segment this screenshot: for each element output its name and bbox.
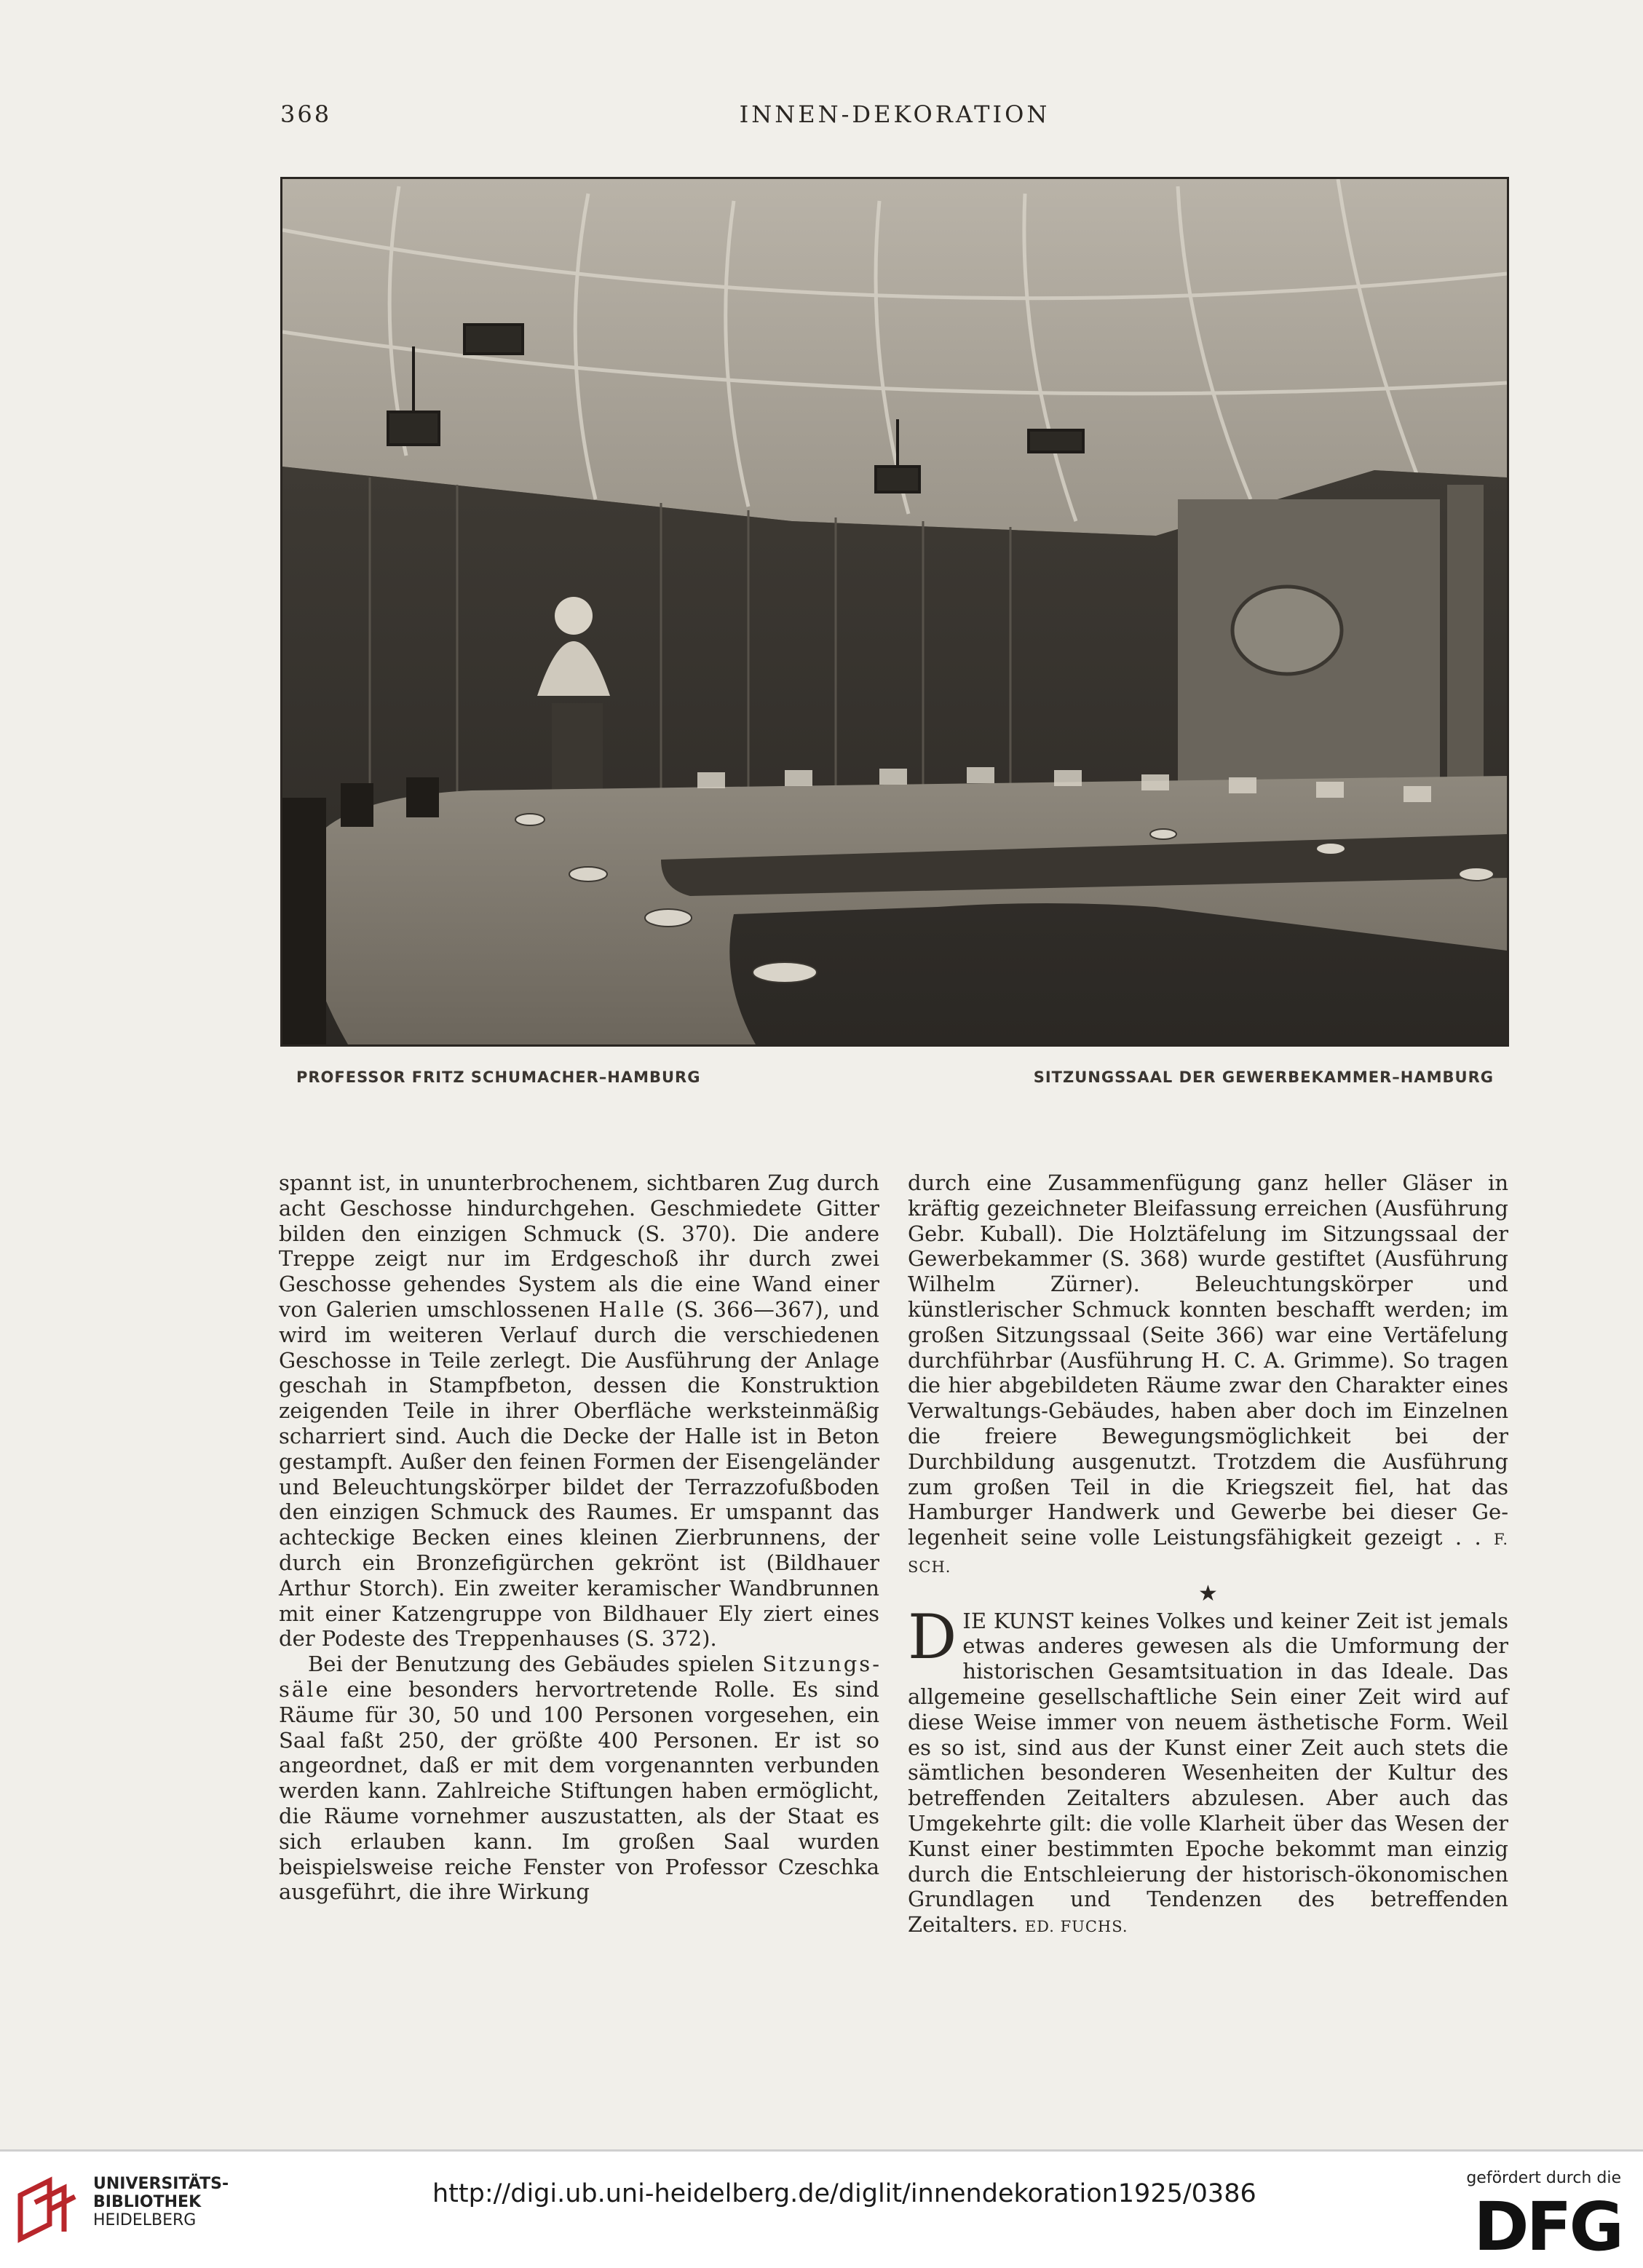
- photo-caption-title: SITZUNGSSAAL DER GEWERBEKAMMER–HAMBURG: [1033, 1068, 1494, 1086]
- paragraph-text: keines Volkes und keiner Zeit ist jemals etwas anderes gewesen als die Umformung der historischen Gesamtsituation in das Ideale. Das allgemeine gesellschaftliche Sein einer Zeit wird auf diese Weise immer von neuem ästhetische Form. Weil es so ist, sind aus der Kunst einer Zeit auch stets die sämtlichen besonderen Wesenheiten der Kultur des betreffenden Zeitalters abzulesen. Aber auch das Umgekehrte gilt: die volle Klarheit über das Wesen der Kunst einer bestimmten Epoche bekommt man einzig durch die Entschleierung der historisch-ökonomischen Grundlagen und Tendenzen des betreffenden Zeitalters.: [908, 1608, 1508, 1938]
- dfg-logo[interactable]: DFG: [1473, 2188, 1621, 2266]
- library-name-line: BIBLIOTHEK: [93, 2193, 202, 2211]
- paragraph-text: eine besonders hervortretende Rolle. Es sind Räume für 30, 50 und 100 Personen vorgesehen, ein Saal faßt 250, der größte 400 Personen. Er ist so angeordnet, daß er mit dem vorgenannten verbunden werden kann. Zahlreiche Stiftungen haben ermöglicht, die Räume vornehmer auszustatten, als der Staat es sich erlauben kann. Im großen Saal wurden beispielsweise reiche Fenster von Professor Czeschka ausgeführt, die ihre Wirkung: [279, 1676, 879, 1905]
- running-head: [280, 100, 1509, 137]
- drop-cap: D: [908, 1601, 957, 1673]
- section-separator: ★: [1198, 1580, 1218, 1606]
- library-name-line: HEIDELBERG: [93, 2211, 197, 2229]
- digitization-footer: [0, 2149, 1643, 2268]
- library-name: [93, 2175, 229, 2229]
- boardroom-photograph: [280, 177, 1509, 1047]
- spaced-term: Sitzungssäle: [279, 1652, 879, 1702]
- small-caps-lead: IE KUNST: [962, 1608, 1074, 1633]
- funder-label: gefördert durch die: [1466, 2169, 1621, 2187]
- paragraph-text: (S. 366—367), und wird im weiteren Verlauf durch die verschiedenen Geschosse in Teile zerlegt. Die Ausführung der Anlage geschah in Stampfbeton, dessen die Konstruktion zeigenden Teile in ihrer Oberfläche werksteinmäßig scharriert sind. Auch die Decke der Halle ist in Beton gestampft. Außer den feinen Formen der Eisengeländer und Beleuchtungskörper bildet der Terrazzofußboden den einzigen Schmuck des Raumes. Er umspannt das achteckige Becken eines kleinen Zierbrunnens, der durch ein Bronzefigürchen gekrönt ist (Bildhauer Arthur Storch). Ein zweiter keramischer Wandbrunnen mit einer Katzengruppe von Bildhauer Ely ziert eines der Podeste des Treppenhauses (S. 372).: [279, 1296, 879, 1652]
- author-signature: ED. FUCHS.: [1024, 1918, 1128, 1936]
- university-library-logo-icon[interactable]: [13, 2173, 79, 2249]
- spaced-term: Halle: [598, 1296, 667, 1322]
- page-number: 368: [280, 100, 332, 128]
- paragraph: [908, 1601, 1508, 1940]
- library-name-line: UNIVERSITÄTS-: [93, 2175, 229, 2193]
- paragraph: [908, 1170, 1508, 1580]
- permalink-url[interactable]: http://digi.ub.uni-heidelberg.de/diglit/innendekoration1925/0386: [432, 2179, 1256, 2208]
- boardroom-photograph-image: [282, 179, 1507, 1044]
- paragraph: [279, 1652, 879, 1905]
- photo-caption-author: PROFESSOR FRITZ SCHUMACHER–HAMBURG: [296, 1068, 701, 1086]
- author-signature: F. SCH.: [908, 1531, 1508, 1576]
- paragraph: [279, 1170, 879, 1652]
- paragraph-text: spannt ist, in ununterbrochenem, sichtbaren Zug durch acht Geschosse hindurchgehen. Geschmiedete Gitter bilden den einzigen Schmuck (S. 370). Die andere Treppe zeigt nur im Erdgeschoß ihr durch zwei Geschosse gehendes System als die eine Wand einer von Galerien umschlossenen: [279, 1170, 879, 1322]
- text-column-right: [908, 1170, 1508, 1940]
- paragraph-text: durch eine Zusammenfügung ganz heller Gläser in kräftig gezeichneter Bleifassung erreichen (Ausführung Gebr. Kuball). Die Holztäfelung im Sitzungssaal der Gewerbekammer (S. 368) wurde gestiftet (Ausführung Wilhelm Zürner). Beleuchtungskörper und künstlerischer Schmuck konnten beschafft werden; im großen Sitzungssaal (Seite 366) war eine Vertäfelung durchführbar (Ausführung H. C. A. Grimme). So tragen die hier abgebildeten Räume zwar den Charakter eines Verwaltungs-Gebäudes, haben aber doch im Einzelnen die freiere Bewegungsmöglichkeit bei der Durchbildung ausgenutzt. Trotzdem die Ausführung zum großen Teil in die Kriegszeit fiel, hat das Hamburger Handwerk und Gewerbe bei dieser Gelegenheit seine volle Leistungsfähigkeit gezeigt . .: [908, 1170, 1508, 1550]
- paragraph-text: Bei der Benutzung des Gebäudes spielen: [308, 1652, 763, 1677]
- journal-title: INNEN-DEKORATION: [739, 100, 1050, 128]
- text-column-left: [279, 1170, 879, 1905]
